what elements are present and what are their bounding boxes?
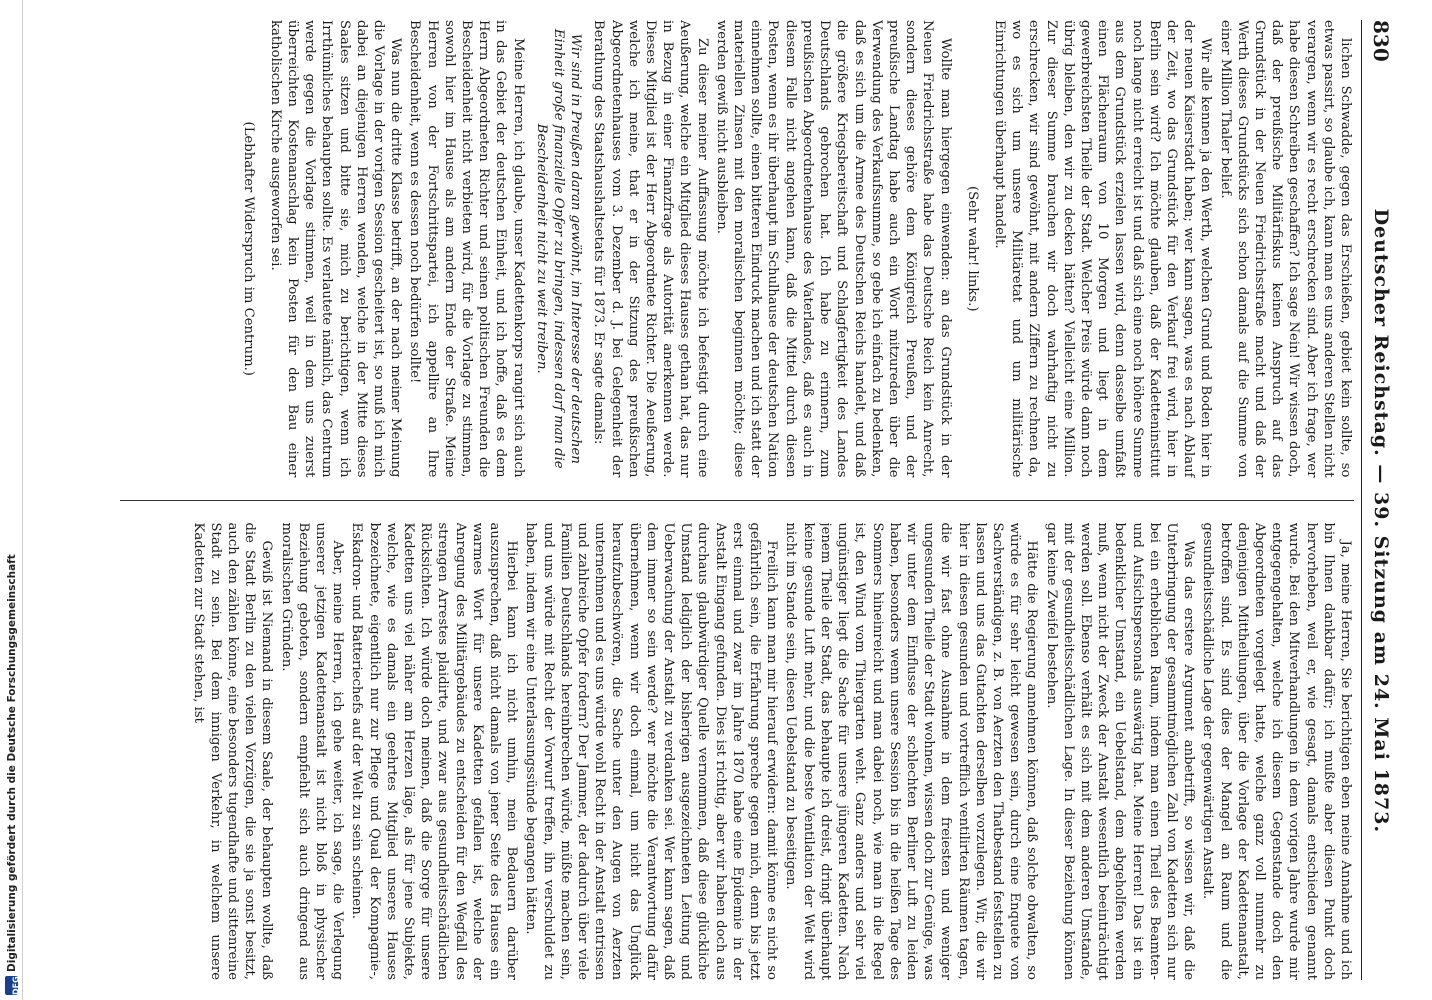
interjection: (Lebhafter Widerspruch im Centrum.) <box>240 121 256 376</box>
digitisation-note <box>4 554 21 995</box>
interjection: (Sehr wahr! links.) <box>964 186 980 312</box>
paragraph: Meine Herren, ich glaube, unser Kadettenkorps rangirt sich auch in das Gebiet der deutschen Einheit, und ich hoffe, daß es dem Herrn Abgeordneten Richter und seinen politischen Freunden die Bescheidenheit nicht verbieten wird, für die Vorlage zu stimmen, sowohl hier im Hause als am andern Ende der Straße. Meine Herren von der Fortschrittspartei, ich appellire an Ihre Bescheidenheit, wenn es dessen noch bedürfen sollte! <box>407 20 526 478</box>
dfg-logo-icon: DFG <box>6 976 19 995</box>
text-columns <box>120 20 1354 980</box>
paragraph: Aber, meine Herren, ich gehe weiter, ich sage, die Verlegung unserer jetzigen Kadettenanstalt ist nicht bloß in physischer Beziehung geboten, sondern empfiehlt sich auch dringend aus moralischen Gründen. <box>278 522 346 980</box>
running-title: Deutscher Reichstag. — 39. Sitzung am 24. Mai 1873. <box>1370 208 1392 834</box>
left-column <box>120 20 1354 478</box>
paragraph: Ja, meine Herren, Sie berichtigen eben meine Annahme und ich bin Ihnen dankbar dafür; ich mußte aber diesen Punkt doch hervorheben, weil er, wie gesagt, damals entschieden genannt wurde. Bei den Mitverhandlungen in dem vorigen Jahre wurde mir entgegengehalten, welche ich diesem Gegenstande doch den Abgeordneten vorgelegt hatte, welche ganz voll nunmehr zu denjenigen Mittheilungen, über die Vorlage der Kadettenanstalt, betroffen sind. Es sind dies der Mangel an Raum und die gesundheitsschädliche Lage der gegenwärtigen Anstalt. <box>1200 522 1353 980</box>
right-column <box>120 523 1354 981</box>
scan-edge <box>22 0 23 1000</box>
paragraph: Wollte man hiergegen einwenden: an das Grundstück in der Neuen Friedrichsstraße habe das Deutsche Reich kein Anrecht, sondern dieses gehöre dem Königreich Preußen, und der preußische Landtag habe auch ein Wort mitzureden über die Verwendung des Verkaufssumme, so gebe ich einfach zu bedenken, daß es sich um die Armee des Deutschen Reichs handelt, und daß die größere Kriegsbereitschaft und Schlagfertigkeit des Landes Deutschlands gebrochen hat. Ich habe zu erinnern, zum preußischen Abgeordnetenhause des Vaterlandes, daß es auch in diesem Falle nicht angehen kann, daß die Mittel durch diesen Posten, wenn es ihr überhaupt im Schulhause der deutschen Nation einnehmen sollte, einen bitteren Eindruck machen und ich statt der materiellen Zinsen mit den moralischen beginnen möchte; diese werden gewiß nicht ausbleiben. <box>713 20 953 478</box>
paragraph: Hätte die Regierung annehmen können, daß solche obwalten, so würde es für sehr leicht gewesen sein, durch eine Enquete von Sachverständigen, z. B. von Aerzten den Thatbestand feststellen zu lassen und uns das Gutachten derselben vorzulegen. Wir, die wir hier in diesen gesunden und vortrefflich ventilirten Räumen tagen, die wir fast ohne Ausnahme in dem freiesten und weniger ungesunden Theile der Stadt wohnen, wissen doch zur Genüge, was wir unter dem Einflusse der schlechten Berliner Luft zu leiden haben, besonders wenn unsere Session bis in die heißen Tage des Sommers hineinreicht und man dabei noch, wie man in die Regel ist, den Wind vom Thiergarten weht. Ganz anders und sehr viel ungünstiger liegt die Sache für unsere jüngeren Kadetten. Nach jenem Theile der Stadt, das behaupte ich dreist, dringt überhaupt keine gesunde Luft mehr, und die beste Ventilation der Welt wird nicht im Stande sein, diesen Uebelstand zu beseitigen. <box>783 522 1040 980</box>
digitisation-note-text: Digitalisierung gefördert durch die Deutsche Forschungsgemeinschaft <box>6 554 18 973</box>
page-header <box>1361 20 1400 980</box>
paragraph: Zu dieser meiner Auffassung möchte ich befestigt durch eine Aeußerung, welche ein Mitglied dieses Hauses gethan hat, das nur in Bezug in einer Finanzfrage als Autorität anerkennen werde. Dieses Mitglied ist der Herr Abgeordnete Richter. Die Aeußerung, welche ich meine, that er in der Sitzung des preußischen Abgeordnetenhauses vom 3. Dezember d. J. bei Gelegenheit der Berathung des Staatshaushaltsetats für 1873. Er sagte damals: <box>591 20 710 478</box>
quotation: Wir sind in Preußen daran gewöhnt, im Interesse der deutschen Einheit große finanzielle Opfer zu bringen, indessen darf man die Bescheidenheit nicht zu weit treiben. <box>533 28 584 469</box>
paragraph: Was das erstere Argument anbetrifft, so wissen wir, daß die Unterbringung der gesammtmöglichen Zahl von Kadetten sich nur bei ein erheblichen Raum, indem man einen Theil des Beamten- und Aufsichtspersonals auswärtig hat. Meine Herren! Das ist ein bedenklicher Umstand, ein Uebelstand, dem abgeholfen werden muß, wenn nicht der Zweck der Anstalt wesentlich beeinträchtigt werden soll. Ebenso verhält es sich mit dem anderen Umstande, mit der gesundheitsschädlichen Lage. In dieser Beziehung können gar keine Zweifel bestehen. <box>1043 522 1197 980</box>
paragraph: Gewiß ist Niemand in diesem Saale, der behaupten wollte, daß die Stadt Berlin zu den vielen Vorzügen, die sie ja sonst besitzt, auch den zählen könne, eine besonders tugendhafte und sittenreine Stadt zu sein. Bei dem innigen Verkehr, in welchem unsere Kadetten zur Stadt stehen, ist <box>190 522 275 980</box>
page-number: 830 <box>1369 20 1393 62</box>
paragraph: lichen Schwadde, gegen das Erschießen, gebiet kein sollte, so etwas passirt, so glaube ich, kann man es uns anderen Stellen nicht verargen, wenn wir es recht erschrecken sind. Aber ich frage, wer habe diesen Schreiben geschaffen? Ich sage Nein! Wir wissen doch, daß der preußische Militärfiskus keinen Anspruch auf das Grundstück in der Neuen Friedrichsstraße macht und daß der Werth dieses Grundstücks sich schon damals auf die Summe von einer Million Thaler belief. <box>1217 20 1353 478</box>
paragraph: Freilich kann man mir hierauf erwidern: damit könne es nicht so gefährlich sein, die Erfahrung spreche gegen mich, denn bis jetzt erst einmal und zwar im Jahre 1870 habe eine Epidemie in der Anstalt Eingang gefunden. Dies ist richtig, aber wir haben doch aus durchaus glaubwürdiger Quelle vernommen, daß diese glückliche Umstand lediglich der bisherigen ausgezeichneten Leitung und Ueberwachung der Anstalt zu verdanken sei. Wer kann sagen, daß dem immer so sein werde? wer möchte die Verantwortung dafür übernehmen, wenn wir doch einmal, um nicht das Unglück heraufzubeschwören, die Sache unter den Augen von Aerzten unternehmen und es uns würde wohl Recht in der Anstalt entrissen und zahlreiche Opfer fordern? Der Jammer, der dadurch über viele Familien Deutschlands hereinbrechen würde, müßte machen sein, und uns würde mit Recht der Vorwurf treffen, ihn verschuldet zu haben, indem wir eine Unterlassungssünde begangen hätten. <box>523 522 780 980</box>
paragraph: Wir alle kennen ja den Werth, welchen Grund und Boden hier in der neuen Kaiserstadt haben; wer kann sagen, was es nach Ablauf der Zeit, wo das Grundstück für den Verkauf frei wird, hier in Berlin sein wird? Ich möchte glauben, daß der Kadetteninstitut noch lange nicht erreicht ist und daß sich eine noch höhere Summe aus dem Grundstück erzielen lassen wird, denn dasselbe umfaßt einen Flächenraum von 10 Morgen und liegt in dem gewerbreichsten Theile der Stadt. Welcher Preis würde dann noch übrig bleiben, den wir zu decken hätten? Vielleicht eine Million. Zur dieser Summe brauchen wir doch wahrhaftig nicht zu erschrecken, wir sind gewöhnt, mit andern Ziffern zu rechnen da, wo es sich um unsere Militäretat und um militärische Einrichtungen überhaupt handelt. <box>991 20 1214 478</box>
paragraph: Hierbei kann ich nicht umhin, mein Bedauern darüber auszusprechen, daß nicht damals von jener Seite des Hauses ein warmes Wort für unsere Kadetten gefallen ist, welche der Anregung des Militärgebäudes zu entscheiden für den Wegfall des strengen Arrestes plaidirte, und zwar aus gesundheitsschädlichen Rücksichten. Ich würde doch meinen, daß die Sorge für unsere Kadetten uns viel näher am Herzen läge, als für jene Subjekte, welche, wie es damals ein geehrtes Mitglied unseres Hauses bezeichnete, eigentlich nur zur Pflege und Qual der Kompagnie-, Eskadron- und Batteriechefs auf der Welt zu sein scheinen. <box>349 522 520 980</box>
paragraph: Was nun die dritte Klasse betrifft, an der nach meiner Meinung die Vorlage in der vorigen Session gescheitert ist, so muß ich mich dabei an diejenigen Herren wenden, welche in der Mitte dieses Saales sitzen und bitte sie, mich zu berichtigen, wenn ich Irrthümliches behaupten sollte. Es verlautete nämlich, das Centrum werde gegen die Vorlage stimmen, weil in dem uns zuerst überreichten Kostenanschlag kein Posten für den Bau einer katholischen Kirche ausgeworfen sei. <box>267 20 404 478</box>
column-divider <box>120 500 1354 501</box>
document-page <box>110 0 1400 1000</box>
